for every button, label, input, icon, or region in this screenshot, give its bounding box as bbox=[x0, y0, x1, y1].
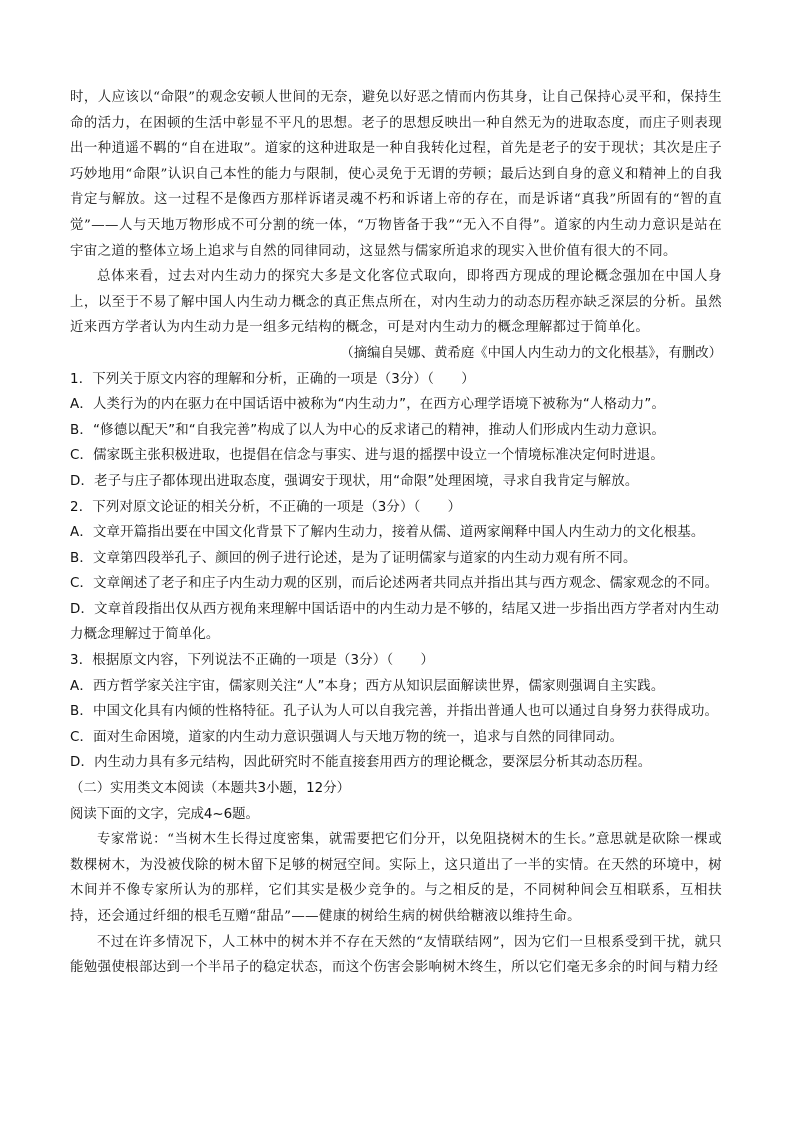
question-2 bbox=[70, 495, 722, 649]
option-d[interactable]: D．文章首段指出仅从西方视角来理解中国话语中的内生动力是不够的，结尾又进一步指出西方学者对内生动力概念理解过于简单化。 bbox=[70, 601, 720, 643]
option-b[interactable]: B．中国文化具有内倾的性格特征。孔子认为人可以自我完善，并指出普通人也可以通过自身努力获得成功。 bbox=[70, 704, 719, 720]
question-stem: 2．下列对原文论证的相关分析，不正确的一项是（3分）（ ） bbox=[70, 499, 462, 515]
passage-paragraph: 不过在许多情况下，人工林中的树木并不存在天然的“友情联结网”，因为它们一旦根系受到干扰，就只能勉强使根部达到一个半吊子的稳定状态，而这个伤害会影响树木终生，所以它们毫无多余的时间与精力经 bbox=[70, 934, 722, 976]
option-c[interactable]: C．面对生命困境，道家的内生动力意识强调人与天地万物的统一，追求与自然的同律同动。 bbox=[70, 729, 624, 745]
option-b[interactable]: B．文章第四段举孔子、颜回的例子进行论述，是为了证明儒家与道家的内生动力观有所不同。 bbox=[70, 550, 637, 566]
question-stem: 3．根据原文内容，下列说法不正确的一项是（3分）（ ） bbox=[70, 653, 435, 669]
source-citation: （摘编自吴娜、黄希庭《中国人内生动力的文化根基》，有删改） bbox=[340, 345, 722, 361]
option-c[interactable]: C．文章阐述了老子和庄子内生动力观的区别，而后论述两者共同点并指出其与西方观念、儒家观念的不同。 bbox=[70, 576, 719, 592]
section-heading: （二）实用类文本阅读（本题共3小题，12分） bbox=[70, 781, 350, 797]
option-a[interactable]: A．人类行为的内在驱力在中国话语中被称为“内生动力”，在西方心理学语境下被称为“人格动力”。 bbox=[70, 397, 666, 413]
option-d[interactable]: D．老子与庄子都体现出进取态度，强调安于现状，用“命限”处理困境，寻求自我肯定与解放。 bbox=[70, 473, 639, 489]
passage-paragraph: 专家常说：“当树木生长得过度密集，就需要把它们分开，以免阻挠树木的生长。”意思就是砍除一棵或数棵树木，为没被伐除的树木留下足够的树冠空间。实际上，这只道出了一半的实情。在天然的环境中，树木间并不像专家所认为的那样，它们其实是极少竞争的。与之相反的是，不同树种间会互相联系，互相扶持，还会通过纤细的根毛互赠“甜品”——健康的树给生病的树供给糖液以维持生命。 bbox=[70, 832, 722, 924]
passage-paragraph: 时，人应该以“命限”的观念安顿人世间的无奈，避免以好恶之情而内伤其身，让自己保持心灵平和，保持生命的活力，在困顿的生活中彰显不平凡的思想。老子的思想反映出一种自然无为的进取态度，而庄子则表现出一种逍遥不羁的“自在进取”。道家的这种进取是一种自我转化过程，首先是老子的安于现状；其次是庄子巧妙地用“命限”认识自己本性的能力与限制，使心灵免于无谓的劳顿；最后达到自身的意义和精神上的自我肯定与解放。这一过程不是像西方那样诉诸灵魂不朽和诉诸上帝的存在，而是诉诸“真我”所固有的“智的直觉”——人与天地万物形成不可分割的统一体，“万物皆备于我”“无入不自得”。道家的内生动力意识是站在宇宙之道的整体立场上追求与自然的同律同动，这显然与儒家所追求的现实入世价值有很大的不同。 bbox=[70, 90, 722, 259]
option-a[interactable]: A．文章开篇指出要在中国文化背景下了解内生动力，接着从儒、道两家阐释中国人内生动力的文化根基。 bbox=[70, 525, 705, 541]
section-instruction: 阅读下面的文字，完成4~6题。 bbox=[70, 806, 259, 822]
option-b[interactable]: B．“修德以配天”和“自我完善”构成了以人为中心的反求诸己的精神，推动人们形成内生动力意识。 bbox=[70, 422, 666, 438]
option-c[interactable]: C．儒家既主张积极进取，也提倡在信念与事实、进与退的摇摆中设立一个情境标准决定何时进退。 bbox=[70, 448, 664, 464]
option-a[interactable]: A．西方哲学家关注宇宙，儒家则关注“人”本身；西方从知识层面解读世界，儒家则强调自主实践。 bbox=[70, 678, 665, 694]
question-1 bbox=[70, 367, 722, 495]
option-d[interactable]: D．内生动力具有多元结构，因此研究时不能直接套用西方的理论概念，要深层分析其动态历程。 bbox=[70, 755, 652, 771]
question-3 bbox=[70, 648, 722, 776]
passage-paragraph: 总体来看，过去对内生动力的探究大多是文化客位式取向，即将西方现成的理论概念强加在中国人身上，以至于不易了解中国人内生动力概念的真正焦点所在，对内生动力的动态历程亦缺乏深层的分析。虽然近来西方学者认为内生动力是一组多元结构的概念，可是对内生动力的概念理解都过于简单化。 bbox=[70, 269, 722, 336]
question-stem: 1．下列关于原文内容的理解和分析，正确的一项是（3分）（ ） bbox=[70, 371, 475, 387]
